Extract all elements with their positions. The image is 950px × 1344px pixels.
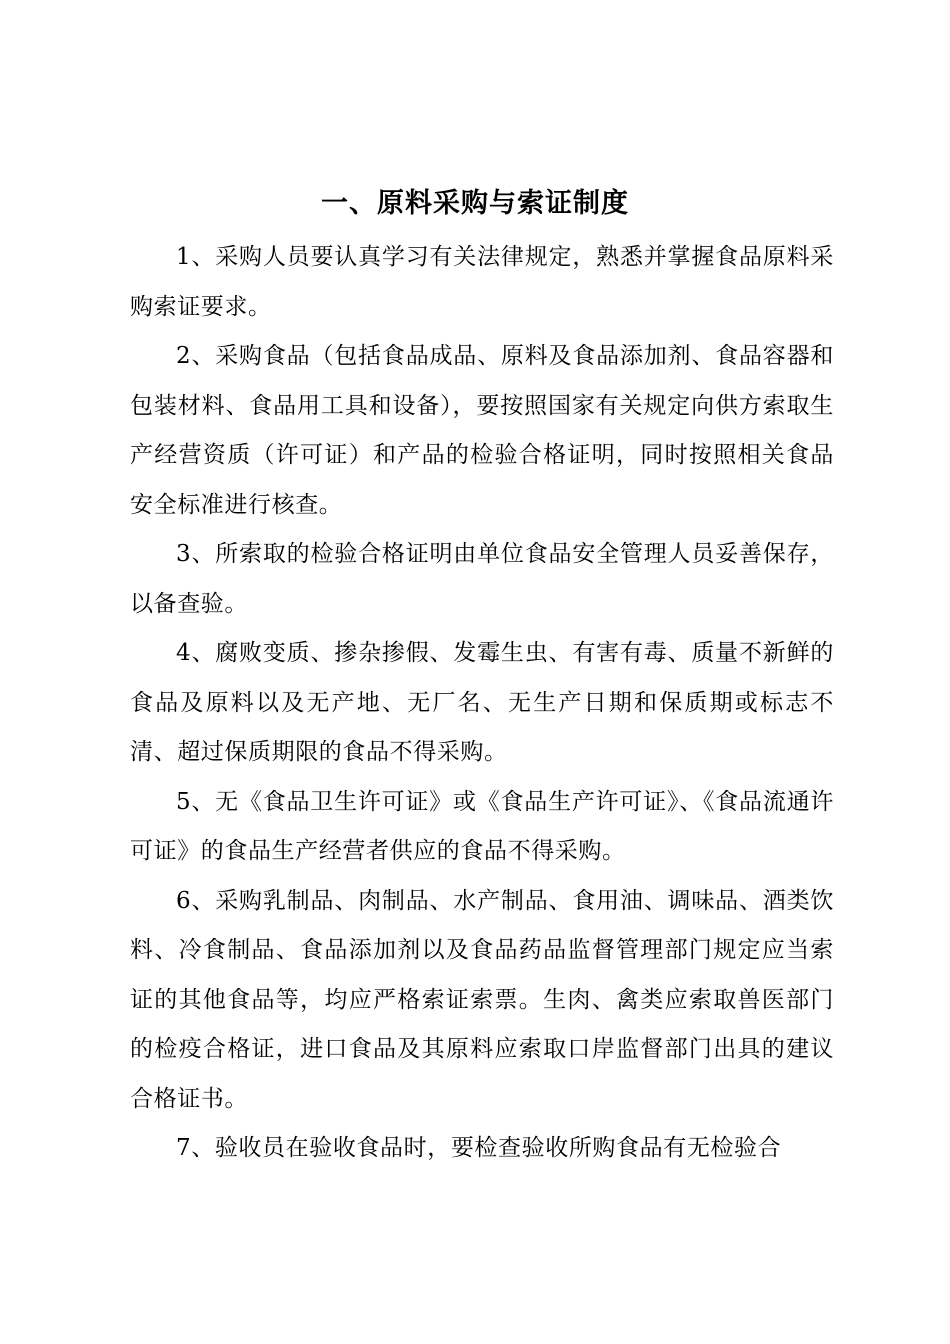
paragraph-1: 1、采购人员要认真学习有关法律规定，熟悉并掌握食品原料采购索证要求。 <box>130 244 834 320</box>
document-body <box>130 233 834 1174</box>
paragraph-7: 7、验收员在验收食品时，要检查验收所购食品有无检验合 <box>176 1135 782 1161</box>
document-title: 一、原料采购与索证制度 <box>321 188 629 219</box>
paragraph-2: 2、采购食品（包括食品成品、原料及食品添加剂、食品容器和包装材料、食品用工具和设备），要按照国家有关规定向供方索取生产经营资质（许可证）和产品的检验合格证明，同时按照相关食品安全标准进行核查。 <box>130 343 834 518</box>
paragraph-3: 3、所索取的检验合格证明由单位食品安全管理人员妥善保存，以备查验。 <box>130 541 834 617</box>
paragraph-4: 4、腐败变质、掺杂掺假、发霉生虫、有害有毒、质量不新鲜的食品及原料以及无产地、无厂名、无生产日期和保质期或标志不清、超过保质期限的食品不得采购。 <box>130 640 834 765</box>
paragraph-5: 5、无《食品卫生许可证》或《食品生产许可证》、《食品流通许可证》的食品生产经营者供应的食品不得采购。 <box>130 788 834 864</box>
paragraph-6: 6、采购乳制品、肉制品、水产制品、食用油、调味品、酒类饮料、冷食制品、食品添加剂以及食品药品监督管理部门规定应当索证的其他食品等，均应严格索证索票。生肉、禽类应索取兽医部门的检疫合格证，进口食品及其原料应索取口岸监督部门出具的建议合格证书。 <box>130 887 834 1112</box>
